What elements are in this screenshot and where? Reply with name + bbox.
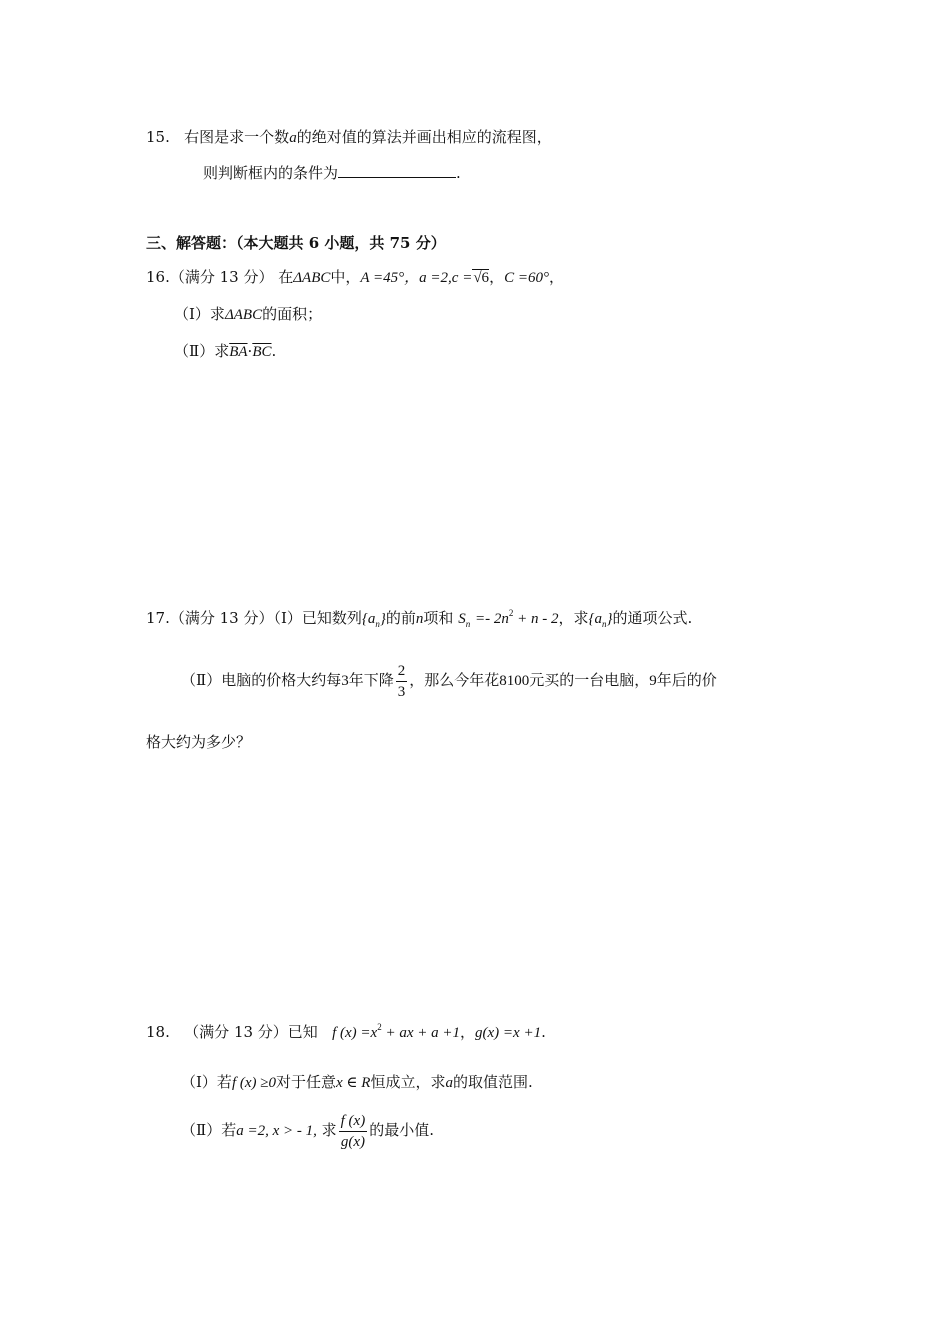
- q16-part2: （Ⅱ）求$\overline{BA}\cdot\overline{BC}$.: [174, 342, 277, 360]
- fraction-f-over-g: $\frac{f (x)}{g(x)}$: [340, 1112, 366, 1150]
- q16-line1: 16.（满分 13 分） 在ΔABC中，A =45°，a =2,c =√6，C =60°，: [146, 268, 564, 286]
- q17-line1: 17.（满分 13 分）（Ⅰ）已知数列$\{a_n\}$的前n项和 $S_n =- 2n^2 + n - 2$，求$\{a_n\}$的通项公式.: [146, 608, 693, 629]
- section-title: 三、解答题：（本大题共 6 小题，共 75 分）: [146, 234, 446, 252]
- q17-part2-cont: 格大约为多少？: [146, 733, 252, 751]
- fraction-two-thirds: $\frac{2}{3}$: [397, 662, 406, 700]
- answer-blank[interactable]: [338, 163, 456, 178]
- q18-part1: （Ⅰ）若f (x) ≥0对于任意x ∈ R恒成立，求a的取值范围.: [181, 1073, 533, 1091]
- q18-line1: 18. （满分 13 分）已知 f $(x) =x^2$ + ax + a +1，g(x) =x +1.: [146, 1022, 546, 1041]
- q17-part2: （Ⅱ）电脑的价格大约每3年下降 $\frac{2}{3}$ ，那么今年花8100元买的一台电脑，9年后的价: [181, 662, 717, 700]
- q16-part1: （Ⅰ）求ΔABC的面积；: [174, 305, 323, 323]
- q15-line1: 15. 右图是求一个数a的绝对值的算法并画出相应的流程图，: [146, 128, 552, 146]
- q15-line2: 则判断框内的条件为 .: [203, 164, 461, 182]
- q18-part2: （Ⅱ）若a =2, x > - 1, 求 $\frac{f (x)}{g(x)}$ 的最小值.: [181, 1112, 434, 1150]
- q15-number: 15.: [146, 128, 170, 146]
